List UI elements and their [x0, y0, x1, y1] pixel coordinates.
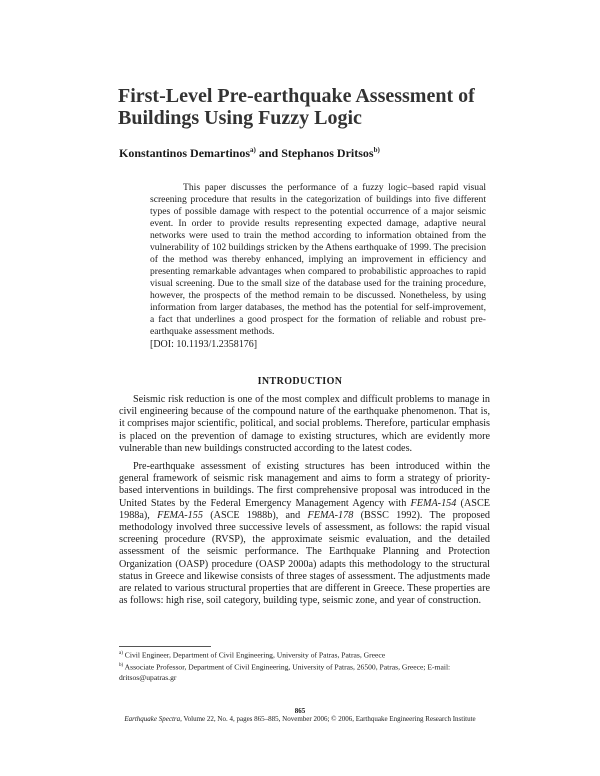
footnote-divider	[119, 646, 211, 647]
footnotes	[119, 649, 490, 684]
author-dritsos: Stephanos Dritsos	[281, 146, 374, 160]
author-line	[119, 146, 380, 161]
intro-paragraph-2	[119, 461, 490, 607]
author-affiliation-mark-b: b)	[373, 146, 380, 154]
fema-178-ref: FEMA-178	[307, 509, 354, 521]
footnote-b-mark: b)	[119, 663, 124, 669]
footnote-a	[119, 649, 490, 661]
fema-154-ref: FEMA-154	[410, 497, 457, 509]
footnote-a-mark: a)	[119, 651, 123, 656]
footnote-b-text: Associate Professor, Department of Civil Engineering, University of Patras, 26500, Patras, Greece; E-mail: dritsos@upatras.gr	[119, 662, 451, 683]
abstract	[150, 182, 486, 351]
intro-paragraph-1: Seismic risk reduction is one of the most complex and difficult problems to manage in civil engineering because of the compound nature of the earthquake phenomenon. That is, it comprises major scientific, political, and social problems. Therefore, particular emphasis is placed on the prevention of damage to existing structures, which are evidently more vulnerable than new buildings constructed according to the latest codes.	[119, 394, 490, 454]
footnote-a-text: Civil Engineer, Department of Civil Engineering, University of Patras, Patras, Greece	[122, 650, 386, 660]
journal-citation	[0, 715, 600, 723]
intro-paragraph-2-text-d: (BSSC 1992). The proposed methodology involved three successive levels of assessment, as follows: the rapid visual screening procedure (RVSP), the approximate seismic evaluation, and the detailed assessment of the seismic performance. The Earthquake Planning and Protection Organization (OASP) procedure (OASP 2000a) adapts this methodology to the structural status in Greece and likewise consists of three stages of assessment. The adjustments made are related to various structural properties that are different in Greece. These properties are as follows: high rise, soil category, building type, seismic zone, and year of construction.	[119, 509, 490, 607]
fema-155-ref: FEMA-155	[157, 509, 203, 521]
author-conjunction: and	[255, 146, 282, 160]
doi-link[interactable]: [DOI: 10.1193/1.2358176]	[150, 339, 258, 350]
footnote-b	[119, 661, 490, 684]
intro-paragraph-2-text-a: Pre-earthquake assessment of existing structures has been introduced within the general framework of seismic risk management and aims to form a strategy of priority-based interventions in buildings. The first comprehensive proposal was introduced in the United States by the Federal Emergency Management Agency with	[119, 461, 490, 509]
paper-title: First-Level Pre-earthquake Assessment of Buildings Using Fuzzy Logic	[118, 85, 475, 129]
author-demartinos: Konstantinos Demartinos	[119, 146, 251, 160]
intro-paragraph-2-text-b: (ASCE 1988a),	[119, 497, 490, 521]
author-affiliation-mark-a: a)	[250, 146, 256, 154]
section-heading-introduction: INTRODUCTION	[257, 376, 343, 387]
journal-details: Volume 22, No. 4, pages 865–885, November 2006; © 2006, Earthquake Engineering Research Institute	[181, 715, 476, 723]
journal-name: Earthquake Spectra,	[124, 715, 182, 723]
page-number: 865	[294, 707, 306, 715]
abstract-text: This paper discusses the performance of a fuzzy logic–based rapid visual screening procedure that results in the categorization of buildings into five different types of possible damage with respect to the potential occurrence of a major seismic event. In order to provide results representing expected damage, adaptive neural networks were used to train the method according to information obtained from the vulnerability of 102 buildings stricken by the Athens earthquake of 1999. The precision of the method was thereby enhanced, implying an improvement in efficiency and presenting remarkable advantages when compared to probabilistic approaches to rapid visual screening. Due to the small size of the database used for the training procedure, however, the prospects of the method remain to be discussed. Nonetheless, by using information from larger databases, the method has the potential for self-improvement, a fact that underlines a good prospect for the formation of reliable and robust pre-earthquake assessment methods.	[150, 182, 486, 337]
intro-paragraph-2-text-c: (ASCE 1988b), and	[202, 509, 308, 521]
